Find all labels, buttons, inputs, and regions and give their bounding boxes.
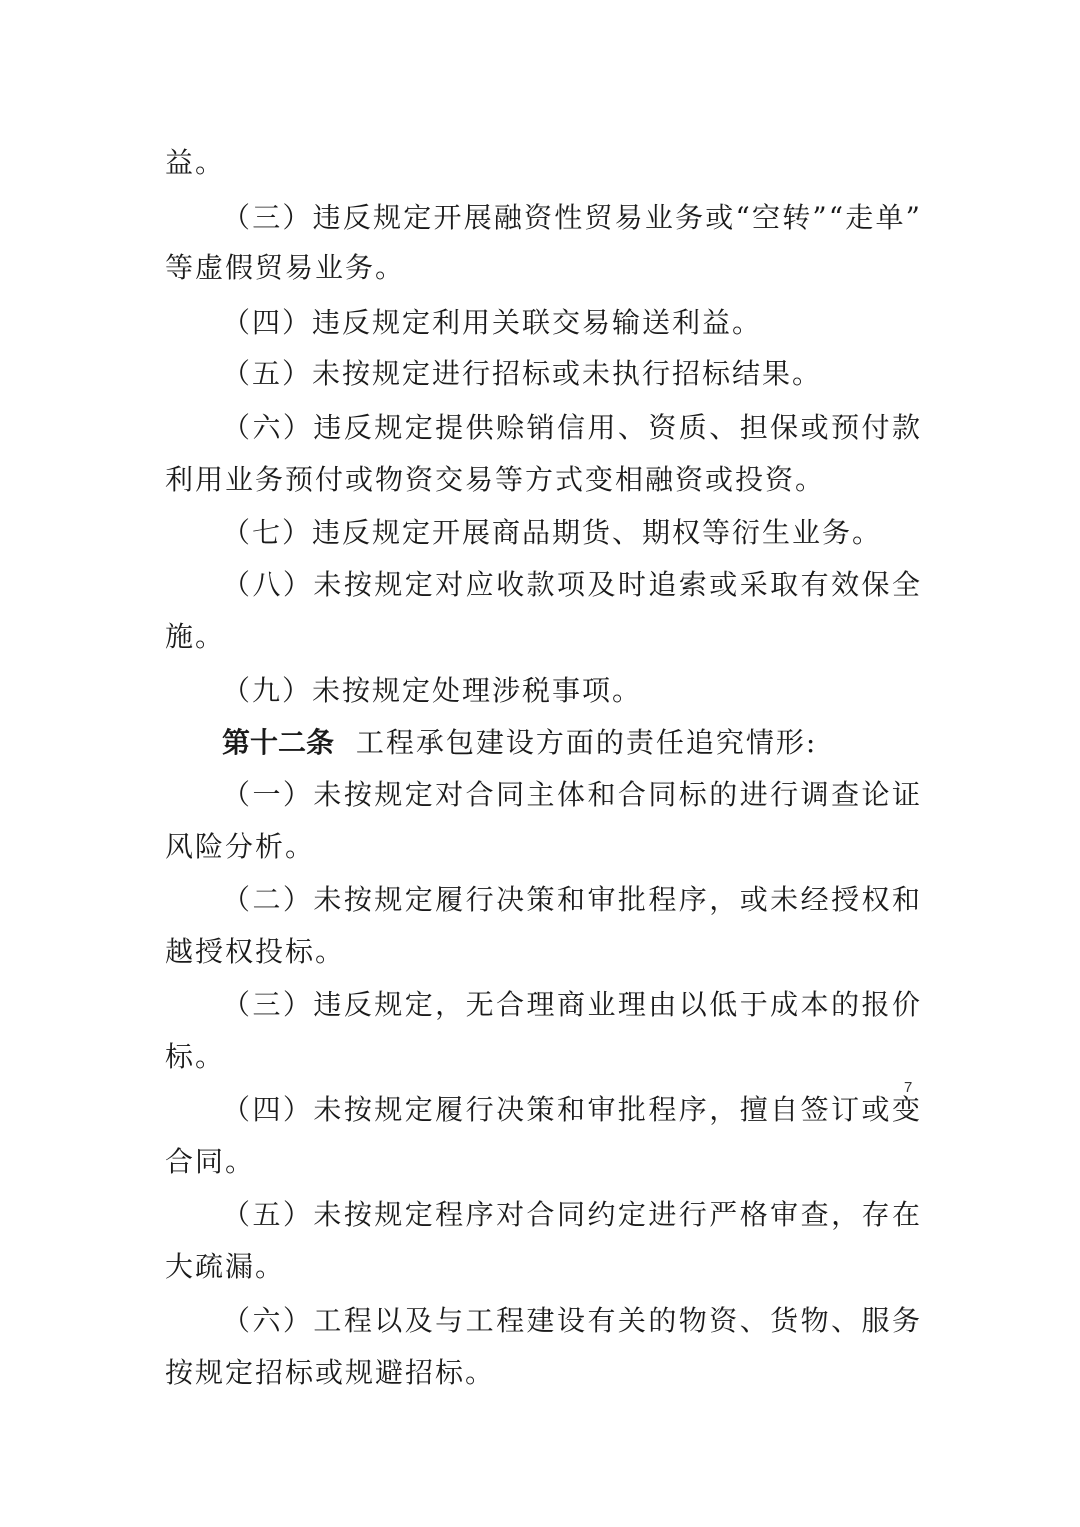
paragraph-line: 按规定招标或规避招标。 [165,1356,496,1389]
paragraph-line: 越授权投标。 [165,935,346,968]
paragraph-line: 等虚假贸易业务。 [165,251,406,284]
paragraph-line: （六）违反规定提供赊销信用、资质、担保或预付款 [222,411,922,444]
paragraph-line: （六）工程以及与工程建设有关的物资、货物、服务 [222,1304,922,1337]
paragraph-line: 合同。 [165,1145,256,1178]
paragraph-line: （四）违反规定利用关联交易输送利益。 [222,306,763,339]
paragraph-line: （三）违反规定开展融资性贸易业务或“空转”“走单” [222,201,922,234]
article-label: 第十二条 [222,726,335,759]
paragraph-line: （一）未按规定对合同主体和合同标的进行调查论证 [222,778,922,811]
page-number: 7 [904,1079,913,1096]
paragraph-line: （五）未按规定程序对合同约定进行严格审查，存在 [222,1198,922,1231]
paragraph-line: （五）未按规定进行招标或未执行招标结果。 [222,357,823,390]
paragraph-line: 风险分析。 [165,830,316,863]
paragraph-line: 益。 [165,146,226,179]
paragraph-line: （九）未按规定处理涉税事项。 [222,674,643,707]
paragraph-line: （七）违反规定开展商品期货、期权等衍生业务。 [222,516,883,549]
paragraph-line: （二）未按规定履行决策和审批程序，或未经授权和 [222,883,922,916]
paragraph-line: （四）未按规定履行决策和审批程序，擅自签订或变 [222,1093,922,1126]
paragraph-line: （八）未按规定对应收款项及时追索或采取有效保全 [222,568,922,601]
paragraph-line: 利用业务预付或物资交易等方式变相融资或投资。 [165,463,826,496]
paragraph-line: （三）违反规定，无合理商业理由以低于成本的报价 [222,988,922,1021]
paragraph-line: 标。 [165,1040,226,1073]
article-heading [222,723,922,763]
paragraph-line: 大疏漏。 [165,1250,286,1283]
paragraph-line: 施。 [165,620,226,653]
article-text: 工程承包建设方面的责任追究情形: [355,726,818,759]
